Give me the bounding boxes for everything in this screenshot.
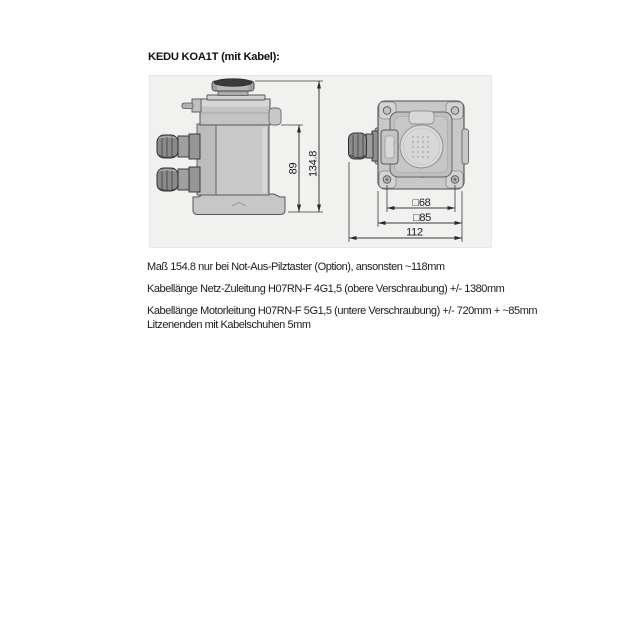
base-plate <box>193 194 285 215</box>
dimension-label-85: □85 <box>413 211 431 224</box>
note-motor-cable: Kabellänge Motorleitung H07RN-F 5G1,5 (untere Verschraubung) +/- 720mm + ~85mm Litzenenden mit Kabelschuhen 5mm <box>147 305 538 331</box>
dimension-arrows-side <box>297 81 321 212</box>
note-dimension-option: Maß 154.8 nur bei Not-Aus-Pilztaster (Option), ansonsten ~118mm <box>147 261 445 273</box>
side-view <box>157 79 285 215</box>
button-cap-top <box>214 79 252 87</box>
latch-slot <box>385 136 394 158</box>
dimension-label-112: 112 <box>406 226 423 239</box>
dimension-label-89: 89 <box>287 162 300 175</box>
note-mains-cable: Kabellänge Netz-Zuleitung H07RN-F 4G1,5 (obere Verschraubung) +/- 1380mm <box>147 283 505 295</box>
technical-drawing-svg <box>150 76 491 247</box>
head-lever-pin <box>182 103 193 109</box>
technical-drawing-panel <box>149 75 492 248</box>
hinge <box>462 129 469 164</box>
cable-gland-lower <box>157 167 200 192</box>
head-right-ear <box>269 108 281 125</box>
cover-top-tab <box>409 111 434 124</box>
document-title: KEDU KOA1T (mit Kabel): <box>148 51 280 63</box>
head-top-face <box>201 100 270 107</box>
body-highlight <box>263 127 268 193</box>
membrane-cover <box>400 125 443 168</box>
dimension-label-134-8: 134.8 <box>307 150 320 178</box>
front-view <box>349 101 469 189</box>
dimension-label-68: □68 <box>412 196 431 209</box>
cable-gland-upper <box>157 134 200 159</box>
